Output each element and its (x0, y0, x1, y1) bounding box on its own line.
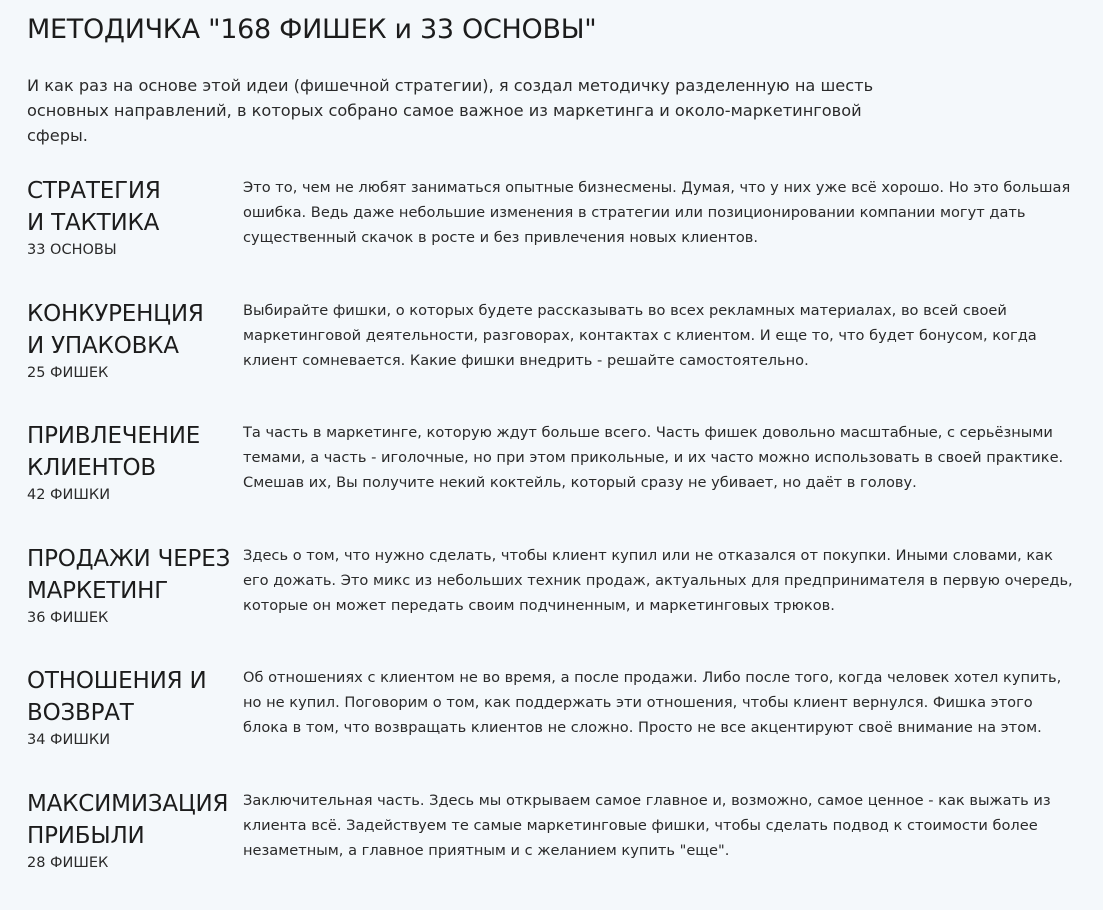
section-title: ПРИВЛЕЧЕНИЕ КЛИЕНТОВ (27, 420, 237, 484)
section-header (27, 788, 237, 873)
section-title: СТРАТЕГИЯ И ТАКТИКА (27, 175, 237, 239)
section-count: 33 ОСНОВЫ (27, 240, 237, 260)
section-competition (27, 298, 1087, 421)
section-count: 28 ФИШЕК (27, 853, 237, 873)
section-relations (27, 665, 1087, 788)
section-description: Здесь о том, что нужно сделать, чтобы клиент купил или не отказался от покупки. Иными словами, как его дожать. Это микс из небольших техник продаж, актуальных для предпринимателя в первую очередь, которые он может передать своим подчиненным, и маркетинговых трюков. (243, 543, 1073, 618)
section-title: КОНКУРЕНЦИЯ И УПАКОВКА (27, 298, 237, 362)
section-attraction (27, 420, 1087, 543)
section-header (27, 665, 237, 750)
section-description: Та часть в маркетинге, которую ждут больше всего. Часть фишек довольно масштабные, с серьёзными темами, а часть - иголочные, но при этом прикольные, и их часто можно использовать в своей практике. Смешав их, Вы получите некий коктейль, который сразу не убивает, но даёт в голову. (243, 420, 1073, 495)
section-strategy (27, 175, 1087, 298)
section-title: МАКСИМИЗАЦИЯ ПРИБЫЛИ (27, 788, 237, 852)
section-header (27, 298, 237, 383)
section-header (27, 543, 237, 628)
section-description: Заключительная часть. Здесь мы открываем самое главное и, возможно, самое ценное - как выжать из клиента всё. Задействуем те самые маркетинговые фишки, чтобы сделать подвод к стоимости более незаметным, а главное приятным и с желанием купить "еще". (243, 788, 1073, 863)
section-count: 25 ФИШЕК (27, 363, 237, 383)
intro-text: И как раз на основе этой идеи (фишечной стратегии), я создал методичку разделенную на шесть основных направлений, в которых собрано самое важное из маркетинга и около-маркетинговой сферы. (27, 73, 907, 148)
section-header (27, 175, 237, 260)
section-title: ПРОДАЖИ ЧЕРЕЗ МАРКЕТИНГ (27, 543, 237, 607)
section-count: 36 ФИШЕК (27, 608, 237, 628)
section-count: 42 ФИШКИ (27, 485, 237, 505)
section-sales (27, 543, 1087, 666)
section-description: Выбирайте фишки, о которых будете рассказывать во всех рекламных материалах, во всей своей маркетинговой деятельности, разговорах, контактах с клиентом. И еще то, что будет бонусом, когда клиент сомневается. Какие фишки внедрить - решайте самостоятельно. (243, 298, 1073, 373)
section-description: Об отношениях с клиентом не во время, а после продажи. Либо после того, когда человек хотел купить, но не купил. Поговорим о том, как поддержать эти отношения, чтобы клиент вернулся. Фишка этого блока в том, что возвращать клиентов не сложно. Просто не все акцентируют своё внимание на этом. (243, 665, 1073, 740)
section-count: 34 ФИШКИ (27, 730, 237, 750)
sections-list (27, 175, 1087, 910)
page-title: МЕТОДИЧКА "168 ФИШЕК и 33 ОСНОВЫ" (27, 14, 596, 45)
section-profit (27, 788, 1087, 910)
section-description: Это то, чем не любят заниматься опытные бизнесмены. Думая, что у них уже всё хорошо. Но это большая ошибка. Ведь даже небольшие изменения в стратегии или позиционировании компании могут дать существенный скачок в росте и без привлечения новых клиентов. (243, 175, 1073, 250)
section-header (27, 420, 237, 505)
section-title: ОТНОШЕНИЯ И ВОЗВРАТ (27, 665, 237, 729)
